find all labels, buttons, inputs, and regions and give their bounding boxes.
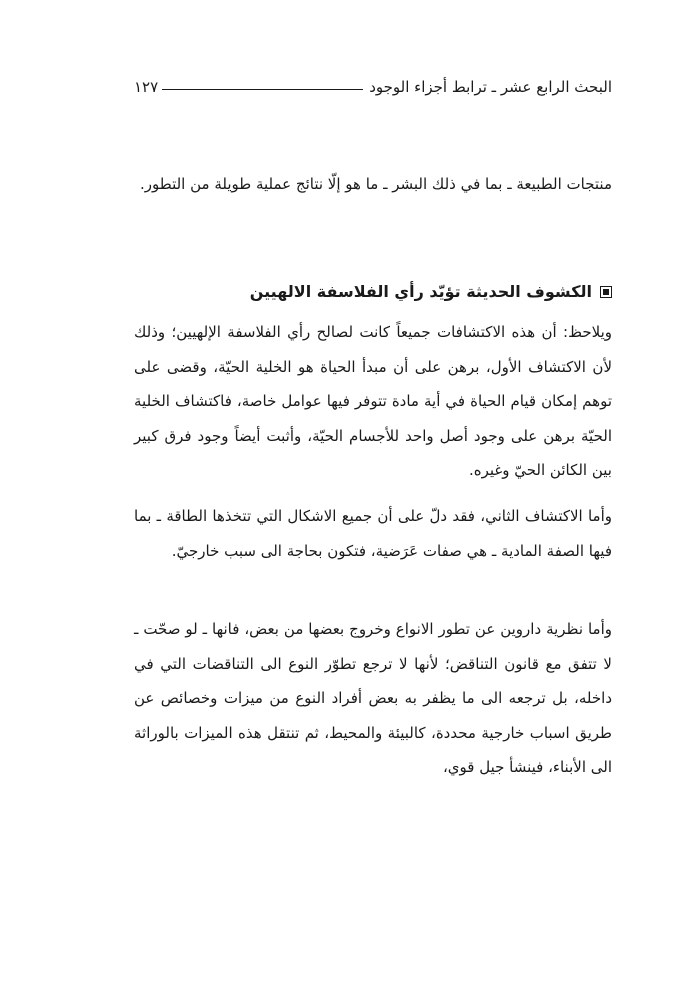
paragraph-observation: ويلاحظ: أن هذه الاكتشافات جميعاً كانت لصالح رأي الفلاسفة الإلهيين؛ وذلك لأن الاكتشاف الأول، برهن على أن مبدأ الحياة هو الخلية الحيّة، وقضى على توهم إمكان قيام الحياة في أية مادة تتوفر فيها عوامل خاصة، فاكتشاف الخلية الحيّة برهن على وجود أصل واحد للأجسام الحيّة، وأثبت أيضاً وجود فرق كبير بين الكائن الحيّ وغيره. xyxy=(134,323,612,479)
paragraph-darwin-theory: وأما نظرية داروين عن تطور الانواع وخروج بعضها من بعض، فانها ـ لو صحّت ـ لا تتفق مع قانون التناقض؛ لأنها لا ترجع تطوّر النوع الى التناقضات التي في داخله، بل ترجعه الى ما يظفر به بعض أفراد النوع من ميزات وخصائص عن طريق اسباب خارجية محددة، كالبيئة والمحيط، ثم تنتقل هذه الميزات بالوراثة الى الأبناء، فينشأ جيل قوي، xyxy=(134,620,612,776)
section-heading-text: الكشوف الحديثة تؤيّد رأي الفلاسفة الالهيين xyxy=(249,282,592,301)
boxed-square-icon xyxy=(600,286,612,298)
running-header xyxy=(134,66,612,96)
section-heading xyxy=(134,282,612,301)
page-number: ١٢٧ xyxy=(134,78,159,96)
paragraph-second-discovery: وأما الاكتشاف الثاني، فقد دلّ على أن جميع الاشكال التي تتخذها الطاقة ـ بما فيها الصفة المادية ـ هي صفات عَرَضية، فتكون بحاجة الى سبب خارجيّ. xyxy=(134,507,612,560)
header-rule xyxy=(162,89,363,90)
running-header-title: البحث الرابع عشر ـ ترابط أجزاء الوجود xyxy=(369,78,612,96)
paragraph-continuation: منتجات الطبيعة ـ بما في ذلك البشر ـ ما هو إلّا نتائج عملية طويلة من التطور. xyxy=(140,175,612,193)
